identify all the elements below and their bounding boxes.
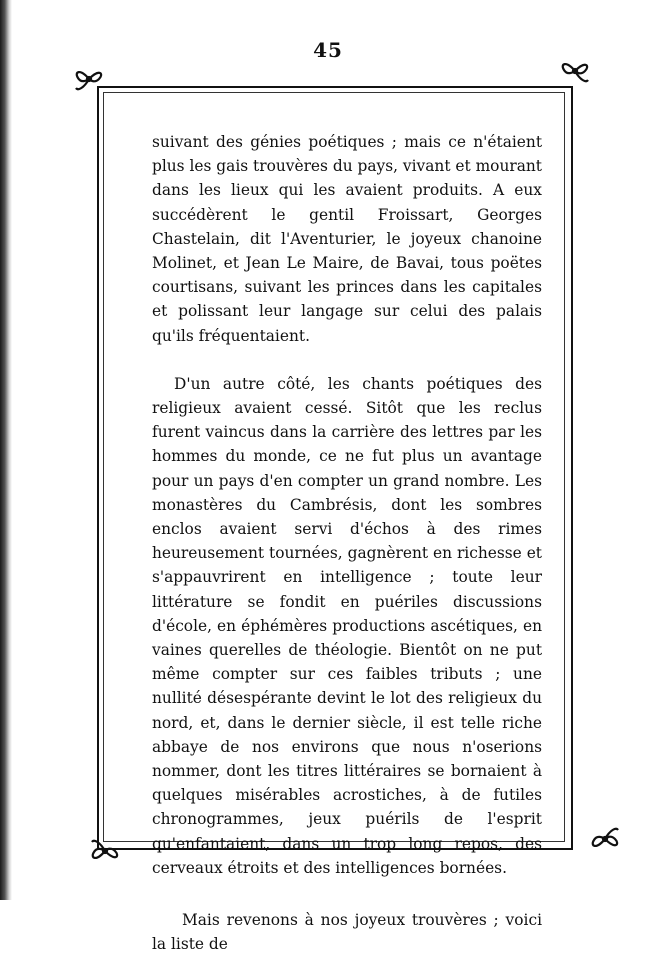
fleuron-icon: [88, 836, 122, 866]
binding-shadow: [0, 0, 12, 900]
page-number: 45: [313, 38, 343, 62]
body-text: [152, 130, 542, 957]
fleuron-icon: [588, 824, 622, 854]
fleuron-icon: [558, 56, 592, 86]
paragraph-3: Mais revenons à nos joyeux trouvères ; voici la liste de: [152, 911, 542, 954]
paragraph-1: suivant des génies poétiques ; mais ce n'étaient plus les gais trouvères du pays, vivant et mourant dans les lieux qui les avaient produits. A eux succédèrent le gentil Froissart, Georges Chastelain, dit l'Aventurier, le joyeux chanoine Molinet, et Jean Le Maire, de Bavai, tous poëtes courtisans, suivant les princes dans les capitales et polissant leur langage sur celui des palais qu'ils fréquentaient.: [152, 133, 542, 345]
fleuron-icon: [72, 64, 106, 94]
paragraph-2: D'un autre côté, les chants poétiques des religieux avaient cessé. Sitôt que les reclus furent vaincus dans la carrière des lettres par les hommes du monde, ce ne fut plus un avantage pour un pays d'en compter un grand nombre. Les monastères du Cambrésis, dont les sombres enclos avaient servi d'échos à des rimes heureusement tournées, gagnèrent en richesse et s'appauvrirent en intelligence ; toute leur littérature se fondit en puériles discussions d'école, en éphémères productions ascétiques, en vaines querelles de théologie. Bientôt on ne put même compter sur ces faibles tributs ; une nullité désespérante devint le lot des religieux du nord, et, dans le dernier siècle, il est telle riche abbaye de nos environs que nous n'oserions nommer, dont les titres littéraires se bornaient à quelques misérables acrostiches, à de futiles chronogrammes, jeux puérils de l'esprit qu'enfantaient, dans un trop long repos, des cerveaux étroits et des intelligences bornées.: [152, 374, 542, 877]
